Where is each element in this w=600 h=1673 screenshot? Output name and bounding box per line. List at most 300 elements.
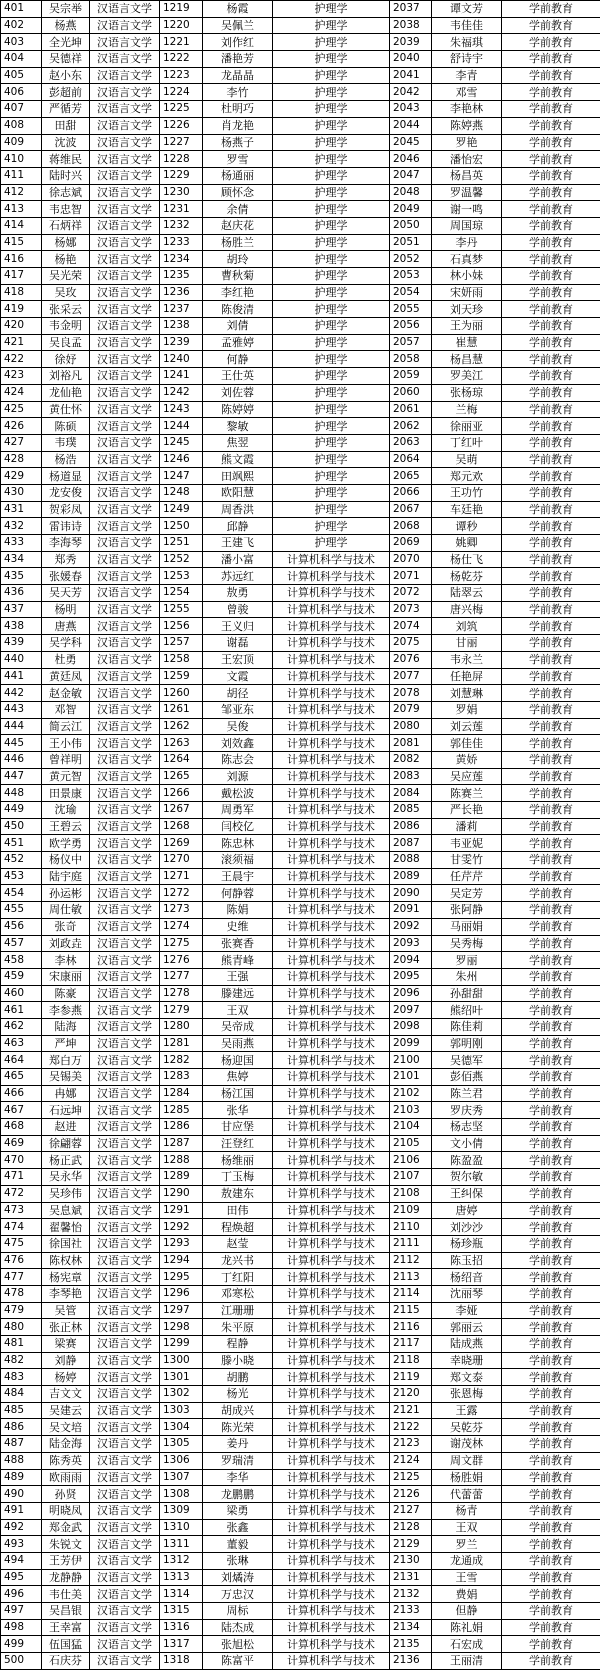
student-name-cell: 史维 [203,918,273,935]
row-number-cell: 1270 [160,852,203,869]
major-cell: 计算机科学与技术 [273,1502,390,1519]
major-cell: 计算机科学与技术 [273,751,390,768]
student-name-cell: 姚卿 [432,535,502,552]
student-name-cell: 郑秀 [42,551,90,568]
student-name-cell: 罗兰 [432,1536,502,1553]
table-row [1,1202,600,1219]
table-row [1,67,600,84]
major-cell: 汉语言文学 [90,1552,160,1569]
major-cell: 学前教育 [502,368,600,385]
row-number-cell: 1314 [160,1586,203,1603]
student-name-cell: 费娟 [432,1586,502,1603]
student-name-cell: 张正林 [42,1319,90,1336]
student-name-cell: 余倩 [203,201,273,218]
major-cell: 汉语言文学 [90,51,160,68]
major-cell: 汉语言文学 [90,701,160,718]
row-number-cell: 2080 [390,718,432,735]
table-row [1,1369,600,1386]
major-cell: 汉语言文学 [90,384,160,401]
row-number-cell: 479 [1,1302,42,1319]
row-number-cell: 2042 [390,84,432,101]
student-name-cell: 杨明 [42,601,90,618]
major-cell: 汉语言文学 [90,785,160,802]
row-number-cell: 1273 [160,902,203,919]
table-row [1,1085,600,1102]
major-cell: 汉语言文学 [90,835,160,852]
major-cell: 汉语言文学 [90,368,160,385]
student-name-cell: 田甜 [42,117,90,134]
table-row [1,1102,600,1119]
table-row [1,1235,600,1252]
table-row [1,868,600,885]
major-cell: 汉语言文学 [90,1319,160,1336]
row-number-cell: 2073 [390,601,432,618]
table-row [1,117,600,134]
student-name-cell: 杨通丽 [203,167,273,184]
row-number-cell: 430 [1,484,42,501]
table-row [1,1336,600,1353]
table-row [1,802,600,819]
student-name-cell: 刘政垚 [42,935,90,952]
major-cell: 汉语言文学 [90,618,160,635]
major-cell: 计算机科学与技术 [273,1519,390,1536]
row-number-cell: 2038 [390,17,432,34]
row-number-cell: 1301 [160,1369,203,1386]
student-name-cell: 何静 [203,351,273,368]
row-number-cell: 2062 [390,418,432,435]
student-name-cell: 黄娇 [432,751,502,768]
student-name-cell: 李海琴 [42,535,90,552]
student-name-cell: 周标 [203,1603,273,1620]
student-name-cell: 杨绍音 [432,1269,502,1286]
student-name-cell: 王双 [203,1002,273,1019]
row-number-cell: 1248 [160,484,203,501]
major-cell: 护理学 [273,468,390,485]
row-number-cell: 1222 [160,51,203,68]
table-row [1,852,600,869]
student-name-cell: 陈婷燕 [432,117,502,134]
student-name-cell: 罗温馨 [432,184,502,201]
major-cell: 学前教育 [502,1202,600,1219]
major-cell: 汉语言文学 [90,518,160,535]
row-number-cell: 448 [1,785,42,802]
row-number-cell: 461 [1,1002,42,1019]
major-cell: 学前教育 [502,318,600,335]
row-number-cell: 1233 [160,234,203,251]
major-cell: 学前教育 [502,468,600,485]
major-cell: 汉语言文学 [90,84,160,101]
student-name-cell: 刘静 [42,1352,90,1369]
student-name-cell: 杨珍瓶 [432,1235,502,1252]
row-number-cell: 456 [1,918,42,935]
major-cell: 学前教育 [502,201,600,218]
major-cell: 学前教育 [502,1152,600,1169]
major-cell: 汉语言文学 [90,535,160,552]
major-cell: 计算机科学与技术 [273,1319,390,1336]
row-number-cell: 486 [1,1419,42,1436]
row-number-cell: 1294 [160,1252,203,1269]
row-number-cell: 2058 [390,351,432,368]
major-cell: 汉语言文学 [90,802,160,819]
major-cell: 学前教育 [502,84,600,101]
major-cell: 护理学 [273,184,390,201]
row-number-cell: 1302 [160,1386,203,1403]
student-name-cell: 刘沙沙 [432,1219,502,1236]
table-row [1,1052,600,1069]
row-number-cell: 2052 [390,251,432,268]
major-cell: 汉语言文学 [90,1486,160,1503]
major-cell: 护理学 [273,418,390,435]
major-cell: 学前教育 [502,334,600,351]
student-name-cell: 王为丽 [432,318,502,335]
row-number-cell: 1258 [160,651,203,668]
student-name-cell: 甘丽 [432,635,502,652]
major-cell: 汉语言文学 [90,301,160,318]
student-name-cell: 伍国猛 [42,1636,90,1653]
student-name-cell: 郑元欢 [432,468,502,485]
row-number-cell: 1265 [160,768,203,785]
row-number-cell: 468 [1,1119,42,1136]
major-cell: 学前教育 [502,802,600,819]
major-cell: 护理学 [273,518,390,535]
student-name-cell: 吴佩兰 [203,17,273,34]
table-row [1,217,600,234]
major-cell: 学前教育 [502,585,600,602]
major-cell: 学前教育 [502,217,600,234]
student-name-cell: 王仕英 [203,368,273,385]
student-name-cell: 梁赛 [42,1336,90,1353]
major-cell: 学前教育 [502,234,600,251]
table-row [1,151,600,168]
row-number-cell: 2121 [390,1402,432,1419]
major-cell: 计算机科学与技术 [273,1302,390,1319]
row-number-cell: 2085 [390,802,432,819]
major-cell: 学前教育 [502,1469,600,1486]
row-number-cell: 1290 [160,1185,203,1202]
student-name-cell: 郭丽云 [432,1319,502,1336]
major-cell: 汉语言文学 [90,67,160,84]
major-cell: 计算机科学与技术 [273,902,390,919]
student-name-cell: 陆时兴 [42,167,90,184]
table-row [1,1452,600,1469]
student-name-cell: 文小倩 [432,1135,502,1152]
major-cell: 计算机科学与技术 [273,1235,390,1252]
major-cell: 汉语言文学 [90,1252,160,1269]
row-number-cell: 1315 [160,1603,203,1620]
major-cell: 学前教育 [502,668,600,685]
row-number-cell: 2133 [390,1603,432,1620]
table-row [1,585,600,602]
row-number-cell: 2055 [390,301,432,318]
row-number-cell: 483 [1,1369,42,1386]
student-name-cell: 闫校亿 [203,818,273,835]
major-cell: 计算机科学与技术 [273,1152,390,1169]
major-cell: 计算机科学与技术 [273,802,390,819]
major-cell: 护理学 [273,334,390,351]
student-name-cell: 杨昌慧 [432,351,502,368]
row-number-cell: 472 [1,1185,42,1202]
row-number-cell: 2070 [390,551,432,568]
student-name-cell: 吴秀梅 [432,935,502,952]
major-cell: 学前教育 [502,1285,600,1302]
student-name-cell: 罗雪 [203,151,273,168]
student-name-cell: 曾祥明 [42,751,90,768]
row-number-cell: 490 [1,1486,42,1503]
major-cell: 计算机科学与技术 [273,1269,390,1286]
row-number-cell: 477 [1,1269,42,1286]
row-number-cell: 454 [1,885,42,902]
row-number-cell: 1297 [160,1302,203,1319]
student-name-cell: 邱静 [203,518,273,535]
row-number-cell: 1254 [160,585,203,602]
major-cell: 计算机科学与技术 [273,1436,390,1453]
student-name-cell: 张采云 [42,301,90,318]
student-name-cell: 滕小晓 [203,1352,273,1369]
student-name-cell: 吴良孟 [42,334,90,351]
table-row [1,434,600,451]
major-cell: 学前教育 [502,1552,600,1569]
major-cell: 汉语言文学 [90,401,160,418]
major-cell: 学前教育 [502,651,600,668]
row-number-cell: 440 [1,651,42,668]
major-cell: 学前教育 [502,1302,600,1319]
row-number-cell: 2048 [390,184,432,201]
row-number-cell: 2051 [390,234,432,251]
row-number-cell: 489 [1,1469,42,1486]
major-cell: 汉语言文学 [90,1386,160,1403]
major-cell: 汉语言文学 [90,1185,160,1202]
major-cell: 学前教育 [502,735,600,752]
major-cell: 护理学 [273,1,390,18]
major-cell: 汉语言文学 [90,1235,160,1252]
row-number-cell: 2066 [390,484,432,501]
major-cell: 学前教育 [502,1035,600,1052]
major-cell: 计算机科学与技术 [273,818,390,835]
student-name-cell: 杨光 [203,1386,273,1403]
table-body [1,1,600,1670]
student-name-cell: 周香洪 [203,501,273,518]
table-row [1,284,600,301]
table-row [1,952,600,969]
row-number-cell: 2037 [390,1,432,18]
table-row [1,1252,600,1269]
table-row [1,234,600,251]
student-name-cell: 李竹 [203,84,273,101]
table-row [1,918,600,935]
row-number-cell: 2136 [390,1653,432,1670]
major-cell: 汉语言文学 [90,234,160,251]
major-cell: 学前教育 [502,1018,600,1035]
student-name-cell: 陈硕 [42,418,90,435]
student-name-cell: 焦翌 [203,434,273,451]
table-row [1,1502,600,1519]
student-name-cell: 杜勇 [42,651,90,668]
row-number-cell: 1263 [160,735,203,752]
row-number-cell: 465 [1,1069,42,1086]
row-number-cell: 2131 [390,1569,432,1586]
row-number-cell: 446 [1,751,42,768]
row-number-cell: 444 [1,718,42,735]
major-cell: 学前教育 [502,568,600,585]
student-name-cell: 欧阳慧 [203,484,273,501]
major-cell: 汉语言文学 [90,1586,160,1603]
student-name-cell: 程焕超 [203,1219,273,1236]
student-name-cell: 李丹 [432,234,502,251]
row-number-cell: 2091 [390,902,432,919]
major-cell: 计算机科学与技术 [273,1636,390,1653]
row-number-cell: 2087 [390,835,432,852]
student-name-cell: 张鑫 [203,1519,273,1536]
major-cell: 学前教育 [502,835,600,852]
table-row [1,101,600,118]
student-name-cell: 曹秋菊 [203,268,273,285]
major-cell: 汉语言文学 [90,651,160,668]
row-number-cell: 493 [1,1536,42,1553]
major-cell: 学前教育 [502,785,600,802]
student-name-cell: 陈赛兰 [432,785,502,802]
row-number-cell: 1303 [160,1402,203,1419]
student-name-cell: 田伟 [203,1202,273,1219]
student-name-cell: 熊青峰 [203,952,273,969]
student-name-cell: 杨宪章 [42,1269,90,1286]
major-cell: 学前教育 [502,167,600,184]
major-cell: 汉语言文学 [90,434,160,451]
major-cell: 计算机科学与技术 [273,1102,390,1119]
student-name-cell: 郑金武 [42,1519,90,1536]
student-name-cell: 梁勇 [203,1502,273,1519]
major-cell: 计算机科学与技术 [273,668,390,685]
major-cell: 计算机科学与技术 [273,1202,390,1219]
student-name-cell: 赵莹 [203,1235,273,1252]
student-name-cell: 徐丽亚 [432,418,502,435]
student-name-cell: 吴雨燕 [203,1035,273,1052]
student-name-cell: 罗丽 [432,952,502,969]
table-row [1,718,600,735]
student-name-cell: 韦仕美 [42,1586,90,1603]
row-number-cell: 1274 [160,918,203,935]
major-cell: 计算机科学与技术 [273,1052,390,1069]
major-cell: 汉语言文学 [90,151,160,168]
student-name-cell: 陆金海 [42,1436,90,1453]
student-name-cell: 曾骏 [203,601,273,618]
row-number-cell: 470 [1,1152,42,1169]
table-row [1,685,600,702]
major-cell: 学前教育 [502,268,600,285]
student-name-cell: 杨霞 [203,1,273,18]
major-cell: 计算机科学与技术 [273,1252,390,1269]
row-number-cell: 476 [1,1252,42,1269]
student-name-cell: 吴萌 [432,451,502,468]
major-cell: 计算机科学与技术 [273,852,390,869]
row-number-cell: 2064 [390,451,432,468]
major-cell: 计算机科学与技术 [273,1369,390,1386]
student-name-cell: 王建飞 [203,535,273,552]
student-name-cell: 杨志坚 [432,1119,502,1136]
major-cell: 学前教育 [502,1102,600,1119]
major-cell: 计算机科学与技术 [273,585,390,602]
major-cell: 学前教育 [502,868,600,885]
row-number-cell: 403 [1,34,42,51]
student-name-cell: 石炳祥 [42,217,90,234]
major-cell: 计算机科学与技术 [273,1586,390,1603]
student-name-cell: 彭佰燕 [432,1069,502,1086]
student-name-cell: 雷讳诗 [42,518,90,535]
student-name-cell: 周文群 [432,1452,502,1469]
table-row [1,468,600,485]
major-cell: 学前教育 [502,1085,600,1102]
major-cell: 汉语言文学 [90,1619,160,1636]
row-number-cell: 2125 [390,1469,432,1486]
major-cell: 学前教育 [502,1653,600,1670]
student-name-cell: 汪登红 [203,1135,273,1152]
student-name-cell: 彭超前 [42,84,90,101]
major-cell: 汉语言文学 [90,201,160,218]
major-cell: 汉语言文学 [90,1519,160,1536]
student-name-cell: 赵庆花 [203,217,273,234]
row-number-cell: 488 [1,1452,42,1469]
row-number-cell: 473 [1,1202,42,1219]
major-cell: 汉语言文学 [90,585,160,602]
major-cell: 学前教育 [502,401,600,418]
row-number-cell: 2043 [390,101,432,118]
table-row [1,334,600,351]
student-name-cell: 吉文文 [42,1386,90,1403]
student-name-cell: 何静蓉 [203,885,273,902]
student-name-cell: 刘云莲 [432,718,502,735]
row-number-cell: 2060 [390,384,432,401]
student-name-cell: 沈波 [42,134,90,151]
student-name-cell: 韦忠智 [42,201,90,218]
student-name-cell: 潘莉 [432,818,502,835]
student-name-cell: 孟雅婷 [203,334,273,351]
major-cell: 学前教育 [502,1336,600,1353]
row-number-cell: 417 [1,268,42,285]
table-row [1,418,600,435]
major-cell: 汉语言文学 [90,1419,160,1436]
major-cell: 汉语言文学 [90,1052,160,1069]
row-number-cell: 1281 [160,1035,203,1052]
major-cell: 汉语言文学 [90,318,160,335]
major-cell: 计算机科学与技术 [273,968,390,985]
row-number-cell: 449 [1,802,42,819]
student-name-cell: 吴光荣 [42,268,90,285]
row-number-cell: 1252 [160,551,203,568]
row-number-cell: 419 [1,301,42,318]
major-cell: 护理学 [273,535,390,552]
row-number-cell: 441 [1,668,42,685]
student-name-cell: 顾怀念 [203,184,273,201]
row-number-cell: 2090 [390,885,432,902]
student-name-cell: 陈权林 [42,1252,90,1269]
student-name-cell: 黄元智 [42,768,90,785]
row-number-cell: 1223 [160,67,203,84]
major-cell: 护理学 [273,67,390,84]
row-number-cell: 1288 [160,1152,203,1169]
table-row [1,535,600,552]
student-name-cell: 杨浩 [42,451,90,468]
major-cell: 汉语言文学 [90,751,160,768]
row-number-cell: 450 [1,818,42,835]
table-row [1,1219,600,1236]
major-cell: 计算机科学与技术 [273,952,390,969]
student-name-cell: 谢茂林 [432,1436,502,1453]
major-cell: 学前教育 [502,1252,600,1269]
major-cell: 学前教育 [502,1586,600,1603]
major-cell: 汉语言文学 [90,501,160,518]
row-number-cell: 1238 [160,318,203,335]
major-cell: 计算机科学与技术 [273,868,390,885]
major-cell: 计算机科学与技术 [273,685,390,702]
